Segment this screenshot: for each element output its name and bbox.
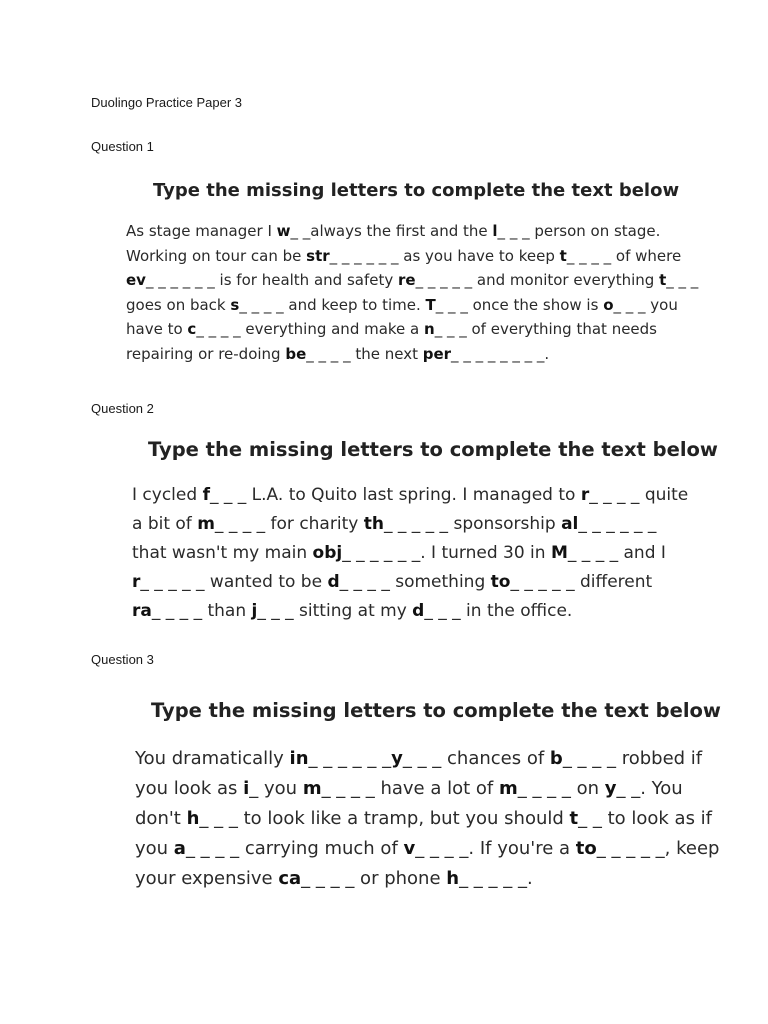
- passage-line: [126, 219, 698, 244]
- question-1-label: Question 1: [91, 139, 154, 154]
- question-2-label: Question 2: [91, 401, 154, 416]
- question-1-passage: [126, 219, 698, 367]
- passage-text: _ _ _ chances of: [402, 748, 550, 769]
- passage-text: _ _ _ _ and keep to time.: [239, 295, 426, 314]
- passage-line: [126, 244, 698, 269]
- passage-text: your expensive: [135, 868, 279, 889]
- word-stem: d: [327, 572, 340, 592]
- word-stem: t: [659, 271, 667, 290]
- question-2-passage: [132, 481, 718, 626]
- word-stem: ra: [132, 601, 152, 621]
- passage-text: _ _ _ _ quite: [589, 485, 689, 505]
- passage-text: _ _. You: [616, 778, 683, 799]
- word-stem: r: [580, 485, 590, 505]
- question-2-block: [132, 438, 718, 626]
- passage-line: [126, 317, 698, 342]
- passage-text: _ _ _ _ _ sponsorship: [383, 514, 562, 534]
- passage-text: _ _ to look as if: [578, 808, 713, 829]
- passage-text: don't: [135, 808, 187, 829]
- word-stem: al: [561, 514, 579, 534]
- passage-text: _ _ _ _ or phone: [301, 868, 447, 889]
- passage-text: _ _ _ _ _ and monitor everything: [415, 271, 660, 290]
- passage-text: _ _ _ _ _ wanted to be: [140, 572, 328, 592]
- passage-text: _ _ _ _ have a lot of: [321, 778, 499, 799]
- passage-text: _ _ _ _ _, keep: [596, 838, 720, 859]
- passage-text: you look as: [135, 778, 244, 799]
- passage-line: [126, 268, 698, 293]
- question-1-block: [126, 180, 699, 367]
- passage-text: _ _ _ _ everything and make a: [196, 320, 425, 339]
- question-1-instruction: Type the missing letters to complete the text below: [153, 180, 680, 201]
- passage-text: I cycled: [132, 485, 203, 505]
- passage-text: you: [135, 838, 174, 859]
- passage-text: _ _ _ once the show is: [435, 295, 604, 314]
- passage-text: _ _ _ _ _ _. I turned 30 in: [342, 543, 551, 563]
- passage-line: [135, 804, 721, 834]
- word-stem: m: [302, 778, 322, 799]
- word-stem: y: [391, 748, 403, 769]
- word-stem: M: [550, 543, 568, 563]
- passage-text: _ _ _ in the office.: [424, 601, 573, 621]
- word-stem: i: [243, 778, 250, 799]
- word-stem: w: [276, 222, 291, 240]
- question-2-instruction: Type the missing letters to complete the text below: [148, 438, 718, 461]
- word-stem: to: [575, 838, 597, 859]
- passage-line: [135, 774, 721, 804]
- passage-text: _ _ _ _ than: [151, 601, 252, 621]
- question-3-instruction: Type the missing letters to complete the text below: [151, 699, 721, 722]
- passage-line: [132, 568, 718, 597]
- passage-text: _ _ _ _ _ different: [510, 572, 653, 592]
- passage-text: _ _ _ _ and I: [567, 543, 666, 563]
- passage-text: _ _ _ _ of where: [566, 246, 682, 265]
- word-stem: per: [422, 344, 452, 363]
- word-stem: d: [412, 601, 425, 621]
- word-stem: t: [559, 246, 567, 265]
- question-3-passage: [135, 744, 721, 894]
- word-stem: str: [306, 246, 330, 265]
- passage-text: that wasn't my main: [132, 543, 313, 563]
- word-stem: a: [173, 838, 186, 859]
- word-stem: b: [549, 748, 563, 769]
- passage-line: [135, 834, 721, 864]
- passage-text: _ _ _ _ robbed if: [562, 748, 703, 769]
- word-stem: f: [202, 485, 210, 505]
- word-stem: to: [490, 572, 511, 592]
- passage-text: Working on tour can be: [126, 246, 307, 265]
- passage-text: _ _ _ _ _ _ is for health and safety: [145, 271, 398, 290]
- passage-text: a bit of: [132, 514, 198, 534]
- passage-text: You dramatically: [135, 748, 290, 769]
- passage-text: _ _ _ _ on: [517, 778, 605, 799]
- passage-text: _ _ _ you: [613, 295, 678, 314]
- word-stem: m: [498, 778, 518, 799]
- word-stem: T: [425, 295, 436, 314]
- question-3-label: Question 3: [91, 652, 154, 667]
- word-stem: ca: [278, 868, 302, 889]
- word-stem: l: [492, 222, 498, 240]
- passage-line: [132, 597, 718, 626]
- passage-text: _ _ _ of everything that needs: [434, 320, 657, 339]
- word-stem: s: [230, 295, 240, 314]
- word-stem: obj: [312, 543, 343, 563]
- passage-text: _ _ _ to look like a tramp, but you should: [199, 808, 570, 829]
- word-stem: be: [285, 344, 307, 363]
- passage-line: [126, 293, 698, 318]
- passage-text: _ _ _ _ _ _: [578, 514, 657, 534]
- passage-text: As stage manager I: [126, 222, 277, 240]
- word-stem: c: [187, 320, 197, 339]
- passage-line: [135, 864, 721, 894]
- passage-line: [135, 744, 721, 774]
- passage-text: _ _ _ _ carrying much of: [185, 838, 404, 859]
- word-stem: o: [603, 295, 614, 314]
- passage-text: _ _ _ _ the next: [306, 344, 423, 363]
- word-stem: t: [569, 808, 579, 829]
- word-stem: y: [604, 778, 617, 799]
- passage-text: _ _ _ _ _ _ _ _.: [451, 344, 550, 363]
- passage-text: _ _ _ _ _ _: [308, 748, 392, 769]
- word-stem: n: [424, 320, 435, 339]
- passage-text: _ _ _ L.A. to Quito last spring. I managed to: [209, 485, 581, 505]
- passage-text: _ _ _ person on stage.: [497, 222, 661, 240]
- word-stem: ev: [126, 271, 146, 290]
- passage-text: _ _ _ _ something: [339, 572, 491, 592]
- passage-text: repairing or re-doing: [126, 344, 286, 363]
- passage-text: have to: [126, 320, 188, 339]
- word-stem: m: [197, 514, 215, 534]
- word-stem: h: [446, 868, 460, 889]
- passage-text: _ _ _ _ _ _ as you have to keep: [329, 246, 560, 265]
- word-stem: in: [289, 748, 309, 769]
- passage-text: _ _ _ _ for charity: [214, 514, 364, 534]
- word-stem: r: [132, 572, 141, 592]
- passage-line: [132, 539, 718, 568]
- word-stem: j: [251, 601, 258, 621]
- document-title: Duolingo Practice Paper 3: [91, 95, 243, 110]
- word-stem: th: [363, 514, 384, 534]
- passage-line: [132, 510, 718, 539]
- passage-text: _ _always the first and the: [290, 222, 493, 240]
- passage-text: goes on back: [126, 295, 231, 314]
- word-stem: h: [186, 808, 200, 829]
- word-stem: v: [403, 838, 416, 859]
- passage-text: _ _ _ sitting at my: [257, 601, 413, 621]
- passage-text: _ _ _: [666, 271, 699, 290]
- word-stem: re: [398, 271, 416, 290]
- passage-line: [132, 481, 718, 510]
- question-3-block: [135, 699, 721, 894]
- passage-line: [126, 342, 698, 367]
- passage-text: _ _ _ _ _.: [459, 868, 533, 889]
- passage-text: _ you: [249, 778, 303, 799]
- passage-text: _ _ _ _. If you're a: [415, 838, 576, 859]
